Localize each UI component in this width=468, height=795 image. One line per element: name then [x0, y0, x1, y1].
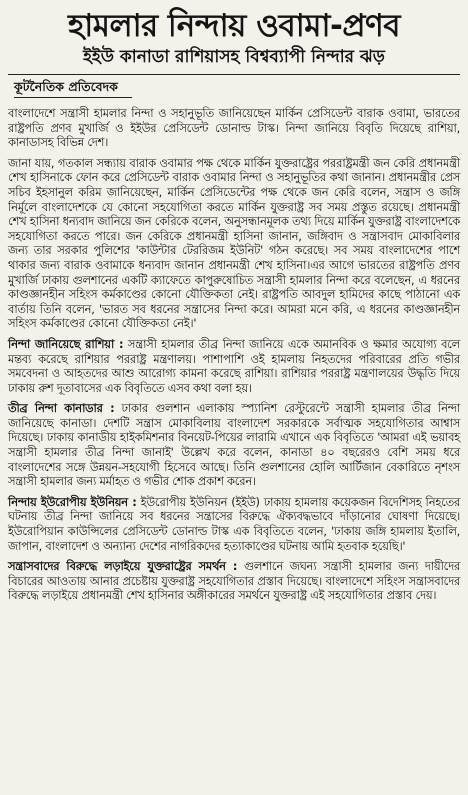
- section-lead-canada: তীব্র নিন্দা কানাডার :: [8, 401, 115, 416]
- paragraph-text: সন্ত্রাসী হামলার তীব্র নিন্দা জানিয়ে একে অমানবিক ও ক্ষমার অযোগ্য বলে মন্তব্য করেছে রাশিয়ার পররাষ্ট্র মন্ত্রণালয়। পাশাপাশি ওই হামলায় নিহতদের পরিবারের প্রতি গভীর সমবেদনা ও আহতদের আশু আরোগ্য কামনা করেছে রাশিয়া। রাশিয়ার পররাষ্ট্র মন্ত্রণালয়ের উদ্ধৃতি দিয়ে ঢাকায় রুশ দূতাবাসের এক বিবৃতিতে এসব কথা বলা হয়।: [8, 336, 460, 395]
- article-body: [8, 106, 460, 603]
- paragraph-text: গুলশানে জঘন্য সন্ত্রাসী হামলার জন্য দায়ীদের বিচারের আওতায় আনার প্রচেষ্টায় যুক্তরাষ্ট্র সহযোগিতার প্রস্তাব দিয়েছে। বাংলাদেশে সহিংস সন্ত্রাসবাদের বিরুদ্ধে লড়াইয়ে প্রধানমন্ত্রী শেখ হাসিনার অঙ্গীকারের সমর্থনে যুক্তরাষ্ট্র এই সহযোগিতার প্রস্তাব দেয়।: [8, 559, 460, 603]
- paragraph-us-reaction: [8, 156, 460, 331]
- paragraph-us-support: [8, 559, 460, 603]
- paragraph-text: বাংলাদেশে সন্ত্রাসী হামলার নিন্দা ও সহানুভূতি জানিয়েছেন মার্কিন প্রেসিডেন্ট বারাক ওবামা, ভারতের রাষ্ট্রপতি প্রণব মুখার্জি ও ইইউর প্রেসিডেন্ট ডোনাল্ড টাস্ক। নিন্দা জানিয়ে বিবৃতি দিয়েছে রাশিয়া, কানাডাসহ বিভিন্ন দেশ।: [8, 106, 460, 150]
- paragraph-text: ইউরোপীয় ইউনিয়ন (ইইউ) ঢাকায় হামলায় কয়েকজন বিদেশিসহ নিহতের ঘটনায় তীব্র নিন্দা জানিয়ে সব ধরনের সন্ত্রাসের বিরুদ্ধে ঐক্যবদ্ধভাবে দাঁড়ানোর ঘোষণা দিয়েছে। ইউরোপিয়ান কাউন্সিলের প্রেসিডেন্ট ডোনাল্ড টাস্ক এক বিবৃতিতে বলেন, 'ঢাকায় জঙ্গি হামলায় ইতালি, জাপান, বাংলাদেশ ও অন্যান্য দেশের নাগরিকদের হত্যাকাণ্ডের ঘটনায় আমি হতবাক হয়েছি।': [8, 494, 460, 553]
- byline: কূটনৈতিক প্রতিবেদক: [14, 79, 118, 94]
- paragraph-text: ঢাকার গুলশান এলাকায় স্প্যানিশ রেস্টুরেন্টে সন্ত্রাসী হামলার তীব্র নিন্দা জানিয়েছে কানাডা। দেশটি সন্ত্রাস মোকাবিলায় বাংলাদেশ সরকারকে সর্বাত্মক সহযোগিতার আশ্বাস দিয়েছে। ঢাকায় কানাডীয় হাইকমিশনার বিনয়েট-পিয়ের লারামি এখানে এক বিবৃতিতে 'আমরা এই ভয়াবহ সন্ত্রাসী হামলার তীব্র নিন্দা জানাই' উল্লেখ করে বলেন, কানাডা ৪০ বছরেরও বেশি সময় ধরে বাংলাদেশের সঙ্গে উন্নয়ন-সহযোগী হিসেবে আছে। তিনি গুলশানের হোলি আর্টিজান বেকারিতে নৃশংস সন্ত্রাসী হামলার জন্য মর্মাহত ও গভীর শোক প্রকাশ করেন।: [8, 401, 460, 489]
- paragraph-text: জানা যায়, গতকাল সন্ধ্যায় বারাক ওবামার পক্ষ থেকে মার্কিন যুক্তরাষ্ট্রের পররাষ্ট্রমন্ত্রী জন কেরি প্রধানমন্ত্রী শেখ হাসিনাকে ফোন করে প্রেসিডেন্ট বারাক ওবামার নিন্দা ও সহানুভূতির কথা জানান। প্রধানমন্ত্রীর প্রেস সচিব ইহসানুল করিম জানিয়েছেন, মার্কিন প্রেসিডেন্টের পক্ষ থেকে জন কেরি বলেন, সন্ত্রাস ও জঙ্গি নির্মূলে বাংলাদেশকে যে কোনো সহযোগিতা করতে মার্কিন যুক্তরাষ্ট্র সব সময় প্রস্তুত রয়েছে। প্রধানমন্ত্রী শেখ হাসিনা ধন্যবাদ জানিয়ে জন কেরিকে বলেন, অনুসন্ধানমূলক তথ্য দিয়ে মার্কিন যুক্তরাষ্ট্র বাংলাদেশকে সহযোগিতা করতে পারে। জন কেরিকে প্রধানমন্ত্রী হাসিনা জানান, জঙ্গিবাদ ও সন্ত্রাসবাদ মোকাবিলার জন্য তার সরকার পুলিশের 'কাউন্টার টেররিজম ইউনিট' গঠন করেছে। সব সময় বাংলাদেশের পাশে থাকার জন্য বারাক ওবামাকে ধন্যবাদ জানান প্রধানমন্ত্রী শেখ হাসিনা।এর আগে ভারতের রাষ্ট্রপতি প্রণব মুখার্জি ঢাকায় গুলশানের একটি ক্যাফেতে কাপুরুষোচিত সন্ত্রাসী হামলার নিন্দা করে বলেছেন, এ ধরনের কাণ্ডজ্ঞানহীন সহিংস কর্মকাণ্ডের কোনো যৌক্তিকতা নেই। রাষ্ট্রপতি আবদুল হামিদের কাছে পাঠানো এক বার্তায় তিনি বলেন, 'ভারত সব ধরনের সন্ত্রাসের নিন্দা করে। আমরা মনে করি, এ ধরনের কাণ্ডজ্ঞানহীন সহিংস কর্মকাণ্ডের কোনো যৌক্তিকতা নেই।': [8, 155, 460, 331]
- divider: [8, 74, 460, 75]
- section-lead-eu: নিন্দায় ইউরোপীয় ইউনিয়ন :: [8, 494, 137, 509]
- paragraph-canada: [8, 401, 460, 489]
- headline: হামলার নিন্দায় ওবামা-প্রণব: [68, 8, 400, 44]
- subheadline: ইইউ কানাডা রাশিয়াসহ বিশ্বব্যাপী নিন্দার ঝড়: [83, 47, 385, 67]
- paragraph-intro: [8, 106, 460, 150]
- paragraph-eu: [8, 495, 460, 553]
- section-lead-us-support: সন্ত্রাসবাদের বিরুদ্ধে লড়াইয়ে যুক্তরাষ্ট্রের সমর্থন :: [8, 559, 238, 574]
- section-lead-russia: নিন্দা জানিয়েছে রাশিয়া :: [8, 336, 124, 351]
- paragraph-russia: [8, 337, 460, 395]
- byline-underline: [14, 97, 132, 98]
